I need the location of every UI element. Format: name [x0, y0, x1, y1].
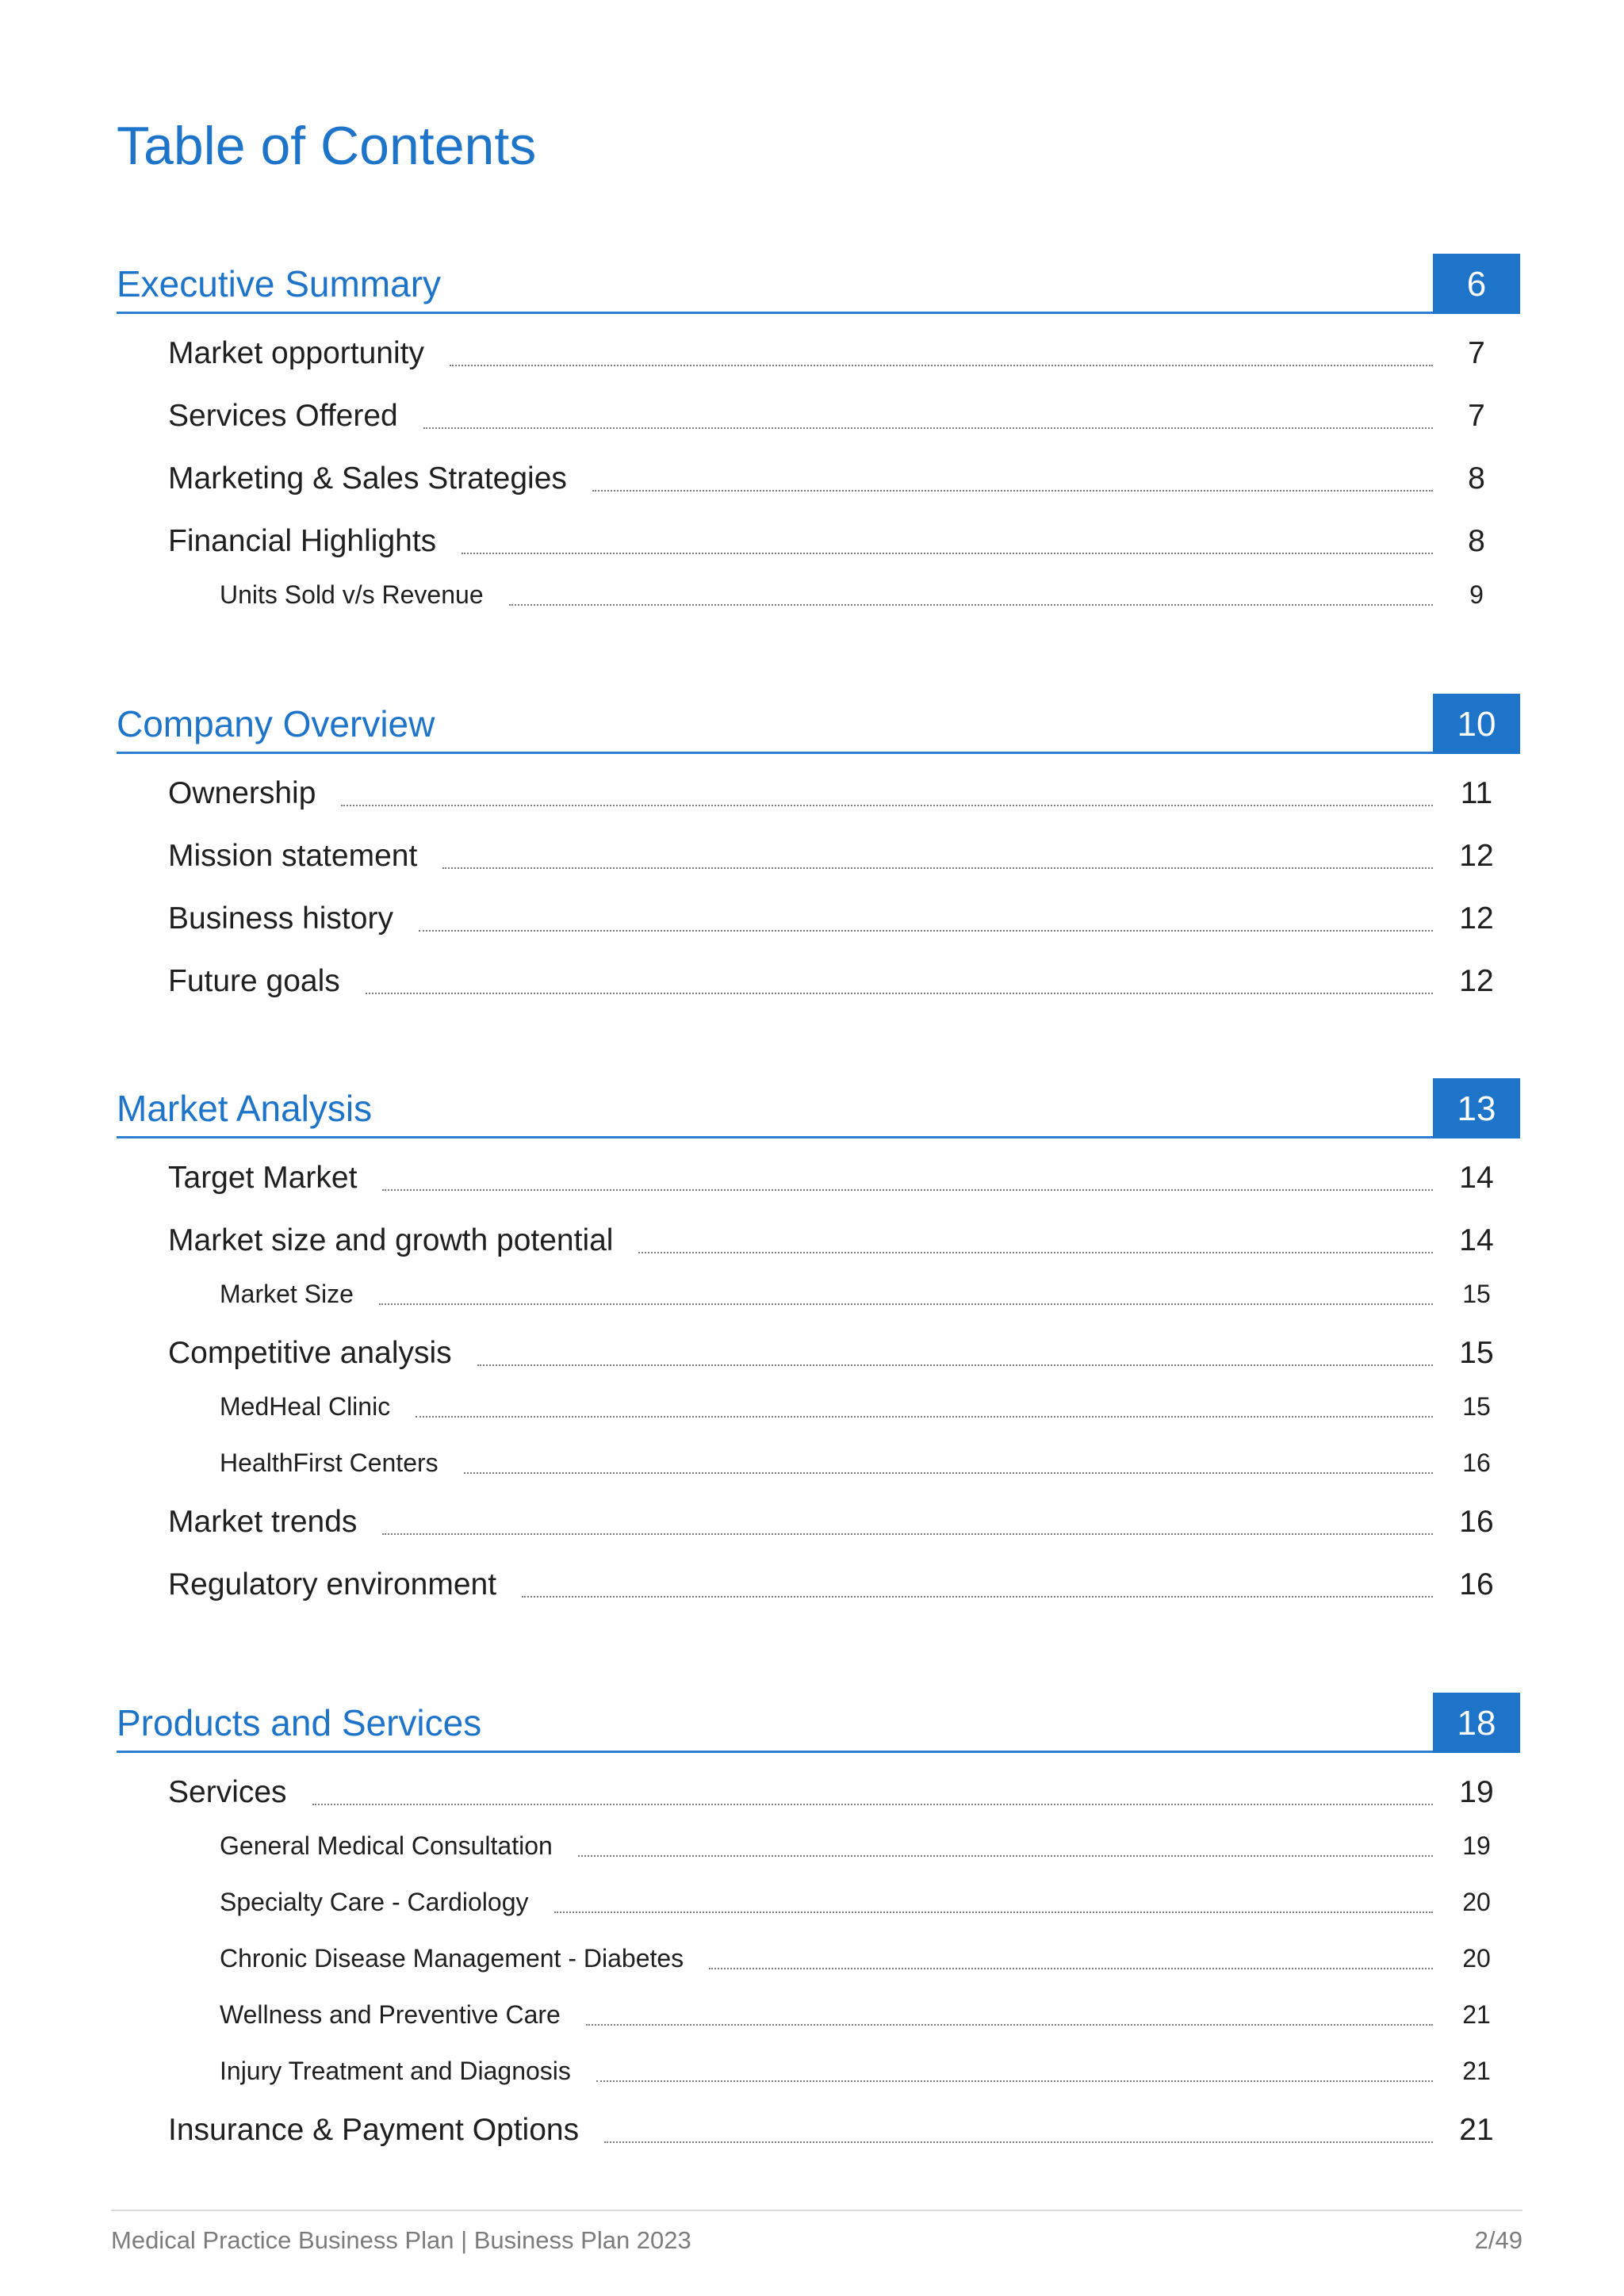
toc-subentry[interactable] [117, 1445, 1520, 1480]
entry-label: Target Market [168, 1161, 358, 1195]
toc-entry[interactable] [117, 2110, 1520, 2151]
toc-subentry[interactable] [117, 2053, 1520, 2088]
entry-label: Business history [168, 901, 393, 936]
entry-label: Injury Treatment and Diagnosis [220, 2057, 571, 2085]
toc-entry[interactable] [117, 396, 1520, 437]
entry-label: Specialty Care - Cardiology [220, 1888, 529, 1916]
dot-leader [554, 1911, 1434, 1913]
section-header[interactable] [117, 1693, 1520, 1753]
dot-leader [450, 364, 1433, 366]
entry-page-number: 21 [1462, 2057, 1491, 2085]
toc-entry[interactable] [117, 1158, 1520, 1199]
entry-page-number: 12 [1459, 839, 1494, 873]
section-page-badge: 18 [1433, 1693, 1520, 1753]
entry-page-number: 20 [1462, 1888, 1491, 1916]
entry-label: Competitive analysis [168, 1336, 452, 1370]
section-page-badge: 6 [1433, 254, 1520, 314]
footer-document-title: Medical Practice Business Plan | Business Plan 2023 [111, 2226, 691, 2254]
toc-subentry[interactable] [117, 1389, 1520, 1424]
toc-entry[interactable] [117, 458, 1520, 499]
section-page-badge: 10 [1433, 694, 1520, 754]
dot-leader [509, 603, 1433, 606]
dot-leader [379, 1303, 1433, 1305]
dot-leader [366, 992, 1433, 994]
entry-label: Wellness and Preventive Care [220, 2000, 561, 2029]
entry-label: Chronic Disease Management - Diabetes [220, 1944, 684, 1973]
toc-subentry[interactable] [117, 1276, 1520, 1311]
entry-label: Market Size [220, 1280, 354, 1308]
dot-leader [442, 867, 1433, 869]
toc-entry[interactable] [117, 773, 1520, 814]
toc-entry[interactable] [117, 1564, 1520, 1605]
entry-label: Market size and growth potential [168, 1223, 614, 1257]
dot-leader [586, 2023, 1433, 2026]
entry-page-number: 19 [1459, 1775, 1494, 1809]
dot-leader [419, 929, 1433, 932]
toc-subentry[interactable] [117, 577, 1520, 612]
dot-leader [522, 1595, 1433, 1598]
toc-entry[interactable] [117, 521, 1520, 562]
toc-subentry[interactable] [117, 1941, 1520, 1976]
dot-leader [709, 1967, 1433, 1969]
section-header[interactable] [117, 694, 1520, 754]
entry-page-number: 12 [1459, 964, 1494, 998]
entry-page-number: 16 [1459, 1505, 1494, 1539]
entry-label: Market trends [168, 1505, 358, 1539]
entry-page-number: 21 [1462, 2000, 1491, 2029]
dot-leader [312, 1803, 1433, 1805]
entry-label: Insurance & Payment Options [168, 2113, 580, 2147]
entry-page-number: 12 [1459, 901, 1494, 936]
dot-leader [604, 2141, 1433, 2143]
entry-page-number: 15 [1462, 1392, 1491, 1421]
entry-page-number: 21 [1459, 2113, 1494, 2147]
page-title: Table of Contents [117, 116, 537, 176]
toc-section [117, 1693, 1520, 2147]
dot-leader [477, 1364, 1433, 1366]
dot-leader [416, 1415, 1433, 1418]
entry-page-number: 19 [1462, 1831, 1491, 1860]
section-header[interactable] [117, 254, 1520, 314]
entry-label: Services [168, 1775, 287, 1809]
entry-page-number: 8 [1468, 524, 1485, 558]
footer-divider [111, 2210, 1522, 2211]
toc-entry[interactable] [117, 898, 1520, 939]
toc-entry[interactable] [117, 1333, 1520, 1374]
dot-leader [592, 489, 1433, 492]
entry-page-number: 9 [1469, 580, 1484, 609]
dot-leader [462, 552, 1433, 554]
toc-entry[interactable] [117, 333, 1520, 374]
entry-page-number: 16 [1459, 1567, 1494, 1601]
entry-page-number: 7 [1468, 399, 1485, 433]
toc-subentry[interactable] [117, 1885, 1520, 1919]
footer-page-number: 2/49 [1474, 2226, 1522, 2254]
entry-label: Units Sold v/s Revenue [220, 580, 484, 609]
entry-label: HealthFirst Centers [220, 1448, 439, 1477]
entry-page-number: 11 [1460, 776, 1493, 810]
dot-leader [382, 1533, 1433, 1535]
dot-leader [341, 804, 1433, 806]
entry-page-number: 14 [1459, 1223, 1494, 1257]
dot-leader [578, 1854, 1433, 1857]
entry-label: Financial Highlights [168, 524, 437, 558]
dot-leader [382, 1188, 1433, 1191]
toc-entry[interactable] [117, 1772, 1520, 1813]
entry-label: Market opportunity [168, 336, 424, 370]
entry-page-number: 8 [1468, 461, 1485, 496]
section-header[interactable] [117, 1078, 1520, 1138]
entry-label: Mission statement [168, 839, 418, 873]
entry-label: General Medical Consultation [220, 1831, 553, 1860]
section-title[interactable]: Market Analysis [117, 1088, 373, 1129]
section-page-badge: 13 [1433, 1078, 1520, 1138]
entry-page-number: 15 [1459, 1336, 1494, 1370]
toc-entry[interactable] [117, 961, 1520, 1002]
dot-leader [596, 2080, 1433, 2082]
toc-entry[interactable] [117, 1220, 1520, 1261]
section-title[interactable]: Company Overview [117, 703, 435, 744]
entry-label: Services Offered [168, 399, 398, 433]
entry-page-number: 16 [1462, 1448, 1491, 1477]
entry-page-number: 20 [1462, 1944, 1491, 1973]
entry-page-number: 15 [1462, 1280, 1491, 1308]
entry-label: Ownership [168, 776, 316, 810]
section-title[interactable]: Products and Services [117, 1702, 482, 1743]
dot-leader [423, 427, 1433, 429]
toc-section [117, 694, 1520, 998]
toc-entry[interactable] [117, 1502, 1520, 1543]
toc-entry[interactable] [117, 836, 1520, 877]
entry-label: Regulatory environment [168, 1567, 497, 1601]
dot-leader [638, 1251, 1433, 1253]
section-title[interactable]: Executive Summary [117, 263, 442, 304]
dot-leader [464, 1471, 1433, 1474]
entry-label: Marketing & Sales Strategies [168, 461, 567, 496]
toc-section [117, 1078, 1520, 1601]
toc-subentry[interactable] [117, 1997, 1520, 2032]
entry-label: MedHeal Clinic [220, 1392, 391, 1421]
entry-page-number: 14 [1459, 1161, 1494, 1195]
entry-page-number: 7 [1468, 336, 1485, 370]
entry-label: Future goals [168, 964, 340, 998]
toc-section [117, 254, 1520, 609]
toc-subentry[interactable] [117, 1828, 1520, 1863]
